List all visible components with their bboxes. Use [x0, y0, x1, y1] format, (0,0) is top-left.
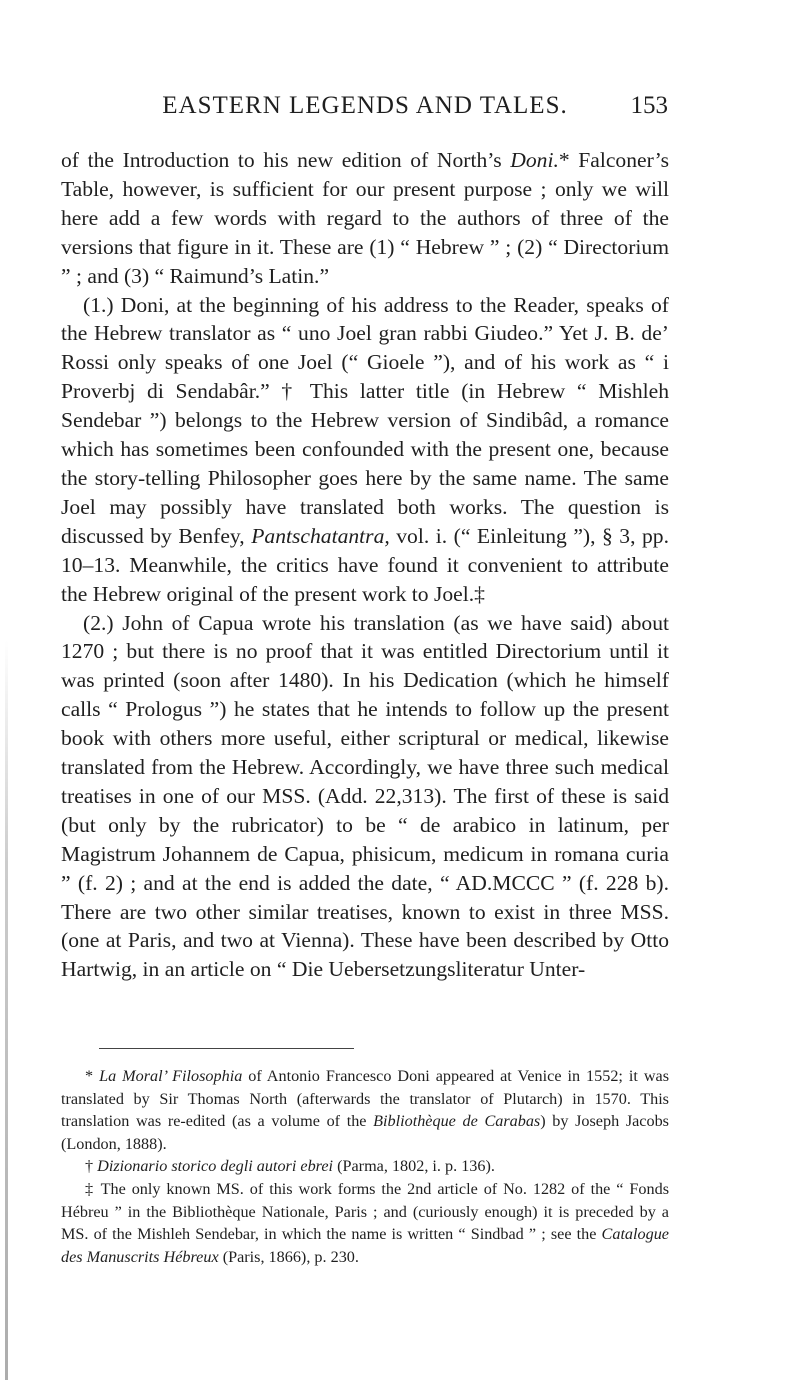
page-edge-shadow — [5, 640, 8, 1380]
footnote-rule — [99, 1048, 354, 1049]
page-header — [0, 92, 801, 132]
footnotes — [61, 1065, 669, 1268]
paragraph-3: (2.) John of Capua wrote his translation (as we have said) about 1270 ; but there is no proof that it was entitled Directorium until it was printed (soon after 1480). In his Dedication (which he himself calls “ Prologus ”) he states that he intends to follow up the present book with others more useful, either scriptural or medical, likewise translated from the Hebrew. Accordingly, we have three such medical treatises in one of our MSS. (Add. 22,313). The first of these is said (but only by the rubricator) to be “ de arabico in latinum, per Magistrum Johannem de Capua, phisicum, medicum in romana curia ” (f. 2) ; and at the end is added the date, “ AD.MCCC ” (f. 228 b). There are two other similar treatises, known to exist in three MSS. (one at Paris, and two at Vienna). These have been described by Otto Hartwig, in an article on “ Die Uebersetzungsliteratur Unter- — [61, 610, 669, 982]
footnote-1: * La Moral’ Filosophia of Antonio Francesco Doni appeared at Venice in 1552; it was translated by Sir Thomas North (afterwards the translator of Plutarch) in 1570. This translation was re-edited (as a volume of the Bibliothèque de Carabas) by Joseph Jacobs (London, 1888). — [61, 1067, 669, 1153]
body-text — [61, 146, 669, 984]
running-title: EASTERN LEGENDS AND TALES. — [162, 92, 568, 119]
pantschatantra-title: Pantschatantra, — [251, 523, 390, 548]
paragraph-1: of the Introduction to his new edition of North’s Doni.* Falconer’s Table, however, is sufficient for our present purpose ; only we will here add a few words with regard to the authors of three of the versions that figure in it. These are (1) “ Hebrew ” ; (2) “ Directorium ” ; and (3) “ Raimund’s Latin.” — [61, 148, 669, 288]
paragraph-2: (1.) Doni, at the beginning of his address to the Reader, speaks of the Hebrew translator as “ uno Joel gran rabbi Giudeo.” Yet J. B. de’ Rossi only speaks of one Joel (“ Gioele ”), and of his work as “ i Proverbj di Sendabâr.” † This latter title (in Hebrew “ Mishleh Sendebar ”) belongs to the Hebrew version of Sindibâd, a romance which has sometimes been confounded with the present one, because the story-telling Philosopher goes here by the same name. The same Joel may possibly have translated both works. The question is discussed by Benfey, Pantschatantra, vol. i. (“ Einleitung ”), § 3, pp. 10–13. Meanwhile, the critics have found it convenient to attribute the Hebrew original of the present work to Joel.‡ — [61, 292, 669, 606]
footnote-2: † Dizionario storico degli autori ebrei (Parma, 1802, i. p. 136). — [85, 1157, 495, 1176]
page-number: 153 — [630, 92, 668, 119]
footnote-3: ‡ The only known MS. of this work forms the 2nd article of No. 1282 of the “ Fonds Hébreu ” in the Bibliothèque Nationale, Paris ; and (curiously enough) it is preceded by a MS. of the Mishleh Sendebar, in which the name is written “ Sindbad ” ; see the Catalogue des Manuscrits Hébreux (Paris, 1866), p. 230. — [61, 1179, 669, 1266]
doni-title: Doni. — [510, 148, 559, 172]
